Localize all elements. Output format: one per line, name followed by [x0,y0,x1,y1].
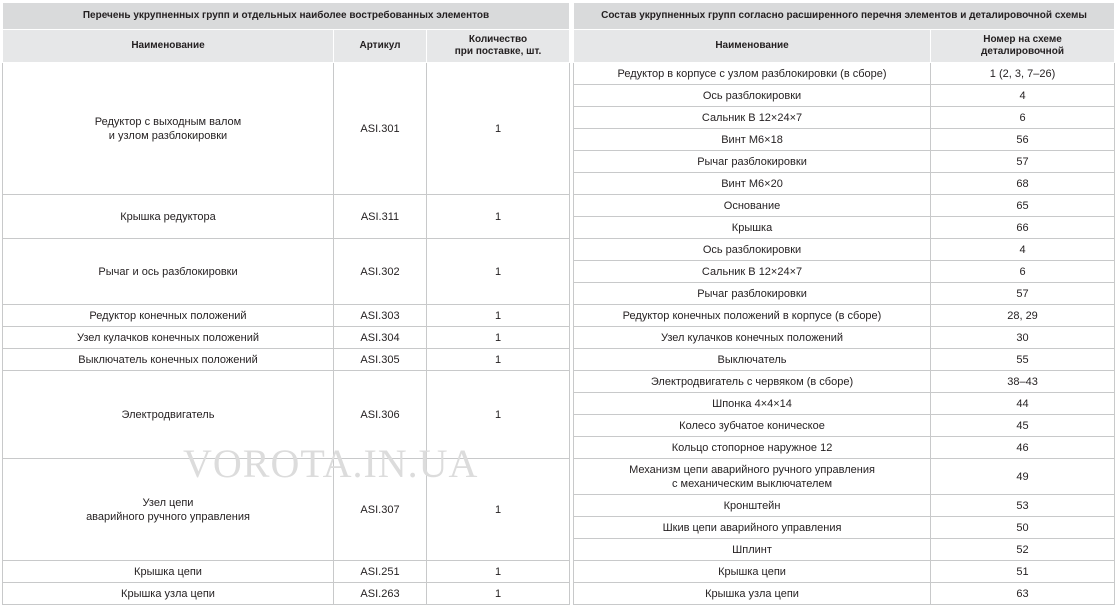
part-number-cell: 49 [931,459,1115,495]
part-number-cell: 1 (2, 3, 7–26) [931,63,1115,85]
group-qty-cell: 1 [427,583,570,605]
group-name-cell: Выключатель конечных положений [3,349,334,371]
part-name-cell: Ось разблокировки [574,239,931,261]
table-row [3,239,1115,261]
part-number-cell: 45 [931,415,1115,437]
table-row [3,63,1115,85]
col-qty-header: Количество при поставке, шт. [427,30,570,63]
parts-table [2,2,1115,605]
part-number-cell: 6 [931,261,1115,283]
table-row [3,583,1115,605]
part-name-cell: Рычаг разблокировки [574,151,931,173]
part-name-cell: Шпонка 4×4×14 [574,393,931,415]
group-article-cell: ASI.304 [334,327,427,349]
part-name-cell: Крышка цепи [574,561,931,583]
part-number-cell: 44 [931,393,1115,415]
part-number-cell: 55 [931,349,1115,371]
table-row [3,371,1115,393]
part-name-cell: Ось разблокировки [574,85,931,107]
part-number-cell: 46 [931,437,1115,459]
group-name-cell: Редуктор с выходным валом и узлом разблокировки [3,63,334,195]
part-name-cell: Электродвигатель с червяком (в сборе) [574,371,931,393]
part-number-cell: 4 [931,239,1115,261]
group-article-cell: ASI.305 [334,349,427,371]
col-name-right-header: Наименование [574,30,931,63]
group-qty-cell: 1 [427,327,570,349]
group-article-cell: ASI.263 [334,583,427,605]
part-number-cell: 57 [931,283,1115,305]
group-article-cell: ASI.311 [334,195,427,239]
part-name-cell: Сальник В 12×24×7 [574,261,931,283]
group-qty-cell: 1 [427,305,570,327]
part-name-cell: Винт М6×20 [574,173,931,195]
group-article-cell: ASI.302 [334,239,427,305]
part-name-cell: Шплинт [574,539,931,561]
group-name-cell: Узел кулачков конечных положений [3,327,334,349]
table-row [3,195,1115,217]
group-name-cell: Электродвигатель [3,371,334,459]
group-qty-cell: 1 [427,63,570,195]
table-row [3,327,1115,349]
part-number-cell: 52 [931,539,1115,561]
part-name-cell: Колесо зубчатое коническое [574,415,931,437]
part-number-cell: 6 [931,107,1115,129]
part-number-cell: 51 [931,561,1115,583]
part-name-cell: Крышка узла цепи [574,583,931,605]
group-article-cell: ASI.301 [334,63,427,195]
group-article-cell: ASI.303 [334,305,427,327]
part-name-cell: Винт М6×18 [574,129,931,151]
group-name-cell: Крышка узла цепи [3,583,334,605]
table-row [3,561,1115,583]
group-article-cell: ASI.251 [334,561,427,583]
left-group-header: Перечень укрупненных групп и отдельных наиболее востребованных элементов [3,3,570,30]
group-qty-cell: 1 [427,459,570,561]
part-number-cell: 28, 29 [931,305,1115,327]
col-article-header: Артикул [334,30,427,63]
part-name-cell: Крышка [574,217,931,239]
part-number-cell: 4 [931,85,1115,107]
part-name-cell: Рычаг разблокировки [574,283,931,305]
table-row [3,459,1115,495]
watermark: VOROTA.IN.UA [183,441,479,486]
col-name-header: Наименование [3,30,334,63]
table-row [3,305,1115,327]
col-number-header: Номер на схеме деталировочной [931,30,1115,63]
group-article-cell: ASI.306 [334,371,427,459]
right-group-header: Состав укрупненных групп согласно расширенного перечня элементов и деталировочной схемы [574,3,1115,30]
part-number-cell: 30 [931,327,1115,349]
group-article-cell: ASI.307 [334,459,427,561]
group-name-cell: Узел цепи аварийного ручного управления [3,459,334,561]
group-qty-cell: 1 [427,371,570,459]
group-name-cell: Крышка редуктора [3,195,334,239]
part-name-cell: Редуктор в корпусе с узлом разблокировки (в сборе) [574,63,931,85]
group-name-cell: Крышка цепи [3,561,334,583]
part-number-cell: 57 [931,151,1115,173]
part-name-cell: Кольцо стопорное наружное 12 [574,437,931,459]
part-number-cell: 38–43 [931,371,1115,393]
group-name-cell: Редуктор конечных положений [3,305,334,327]
part-number-cell: 53 [931,495,1115,517]
part-name-cell: Кронштейн [574,495,931,517]
group-qty-cell: 1 [427,239,570,305]
table-body [3,63,1115,605]
part-name-cell: Выключатель [574,349,931,371]
part-number-cell: 63 [931,583,1115,605]
group-qty-cell: 1 [427,195,570,239]
part-name-cell: Сальник В 12×24×7 [574,107,931,129]
part-name-cell: Механизм цепи аварийного ручного управления с механическим выключателем [574,459,931,495]
part-name-cell: Узел кулачков конечных положений [574,327,931,349]
part-name-cell: Шкив цепи аварийного управления [574,517,931,539]
part-number-cell: 56 [931,129,1115,151]
part-number-cell: 50 [931,517,1115,539]
table-row [3,349,1115,371]
group-qty-cell: 1 [427,561,570,583]
group-qty-cell: 1 [427,349,570,371]
part-number-cell: 68 [931,173,1115,195]
part-number-cell: 66 [931,217,1115,239]
part-name-cell: Основание [574,195,931,217]
group-name-cell: Рычаг и ось разблокировки [3,239,334,305]
part-name-cell: Редуктор конечных положений в корпусе (в сборе) [574,305,931,327]
part-number-cell: 65 [931,195,1115,217]
